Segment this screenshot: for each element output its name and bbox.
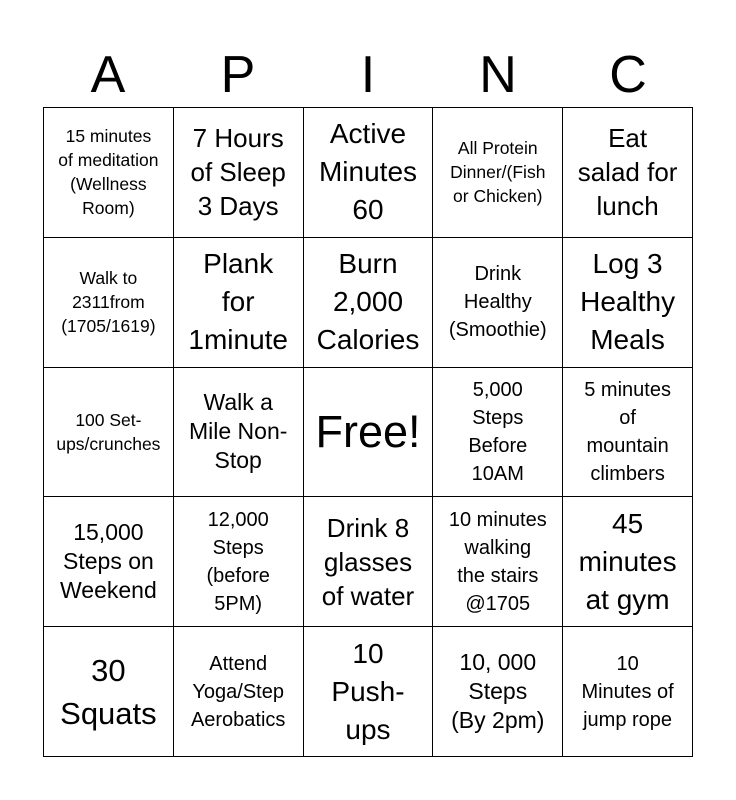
cell-text: Drink Healthy (Smoothie): [448, 263, 547, 342]
cell-text: 100 Set- ups/crunches: [56, 409, 161, 454]
header-letter-n: N: [479, 46, 517, 104]
bingo-cell-r3c4[interactable]: [433, 368, 563, 498]
cell-text: Log 3 Healthy Meals: [580, 248, 676, 356]
bingo-cell-r1c1[interactable]: [44, 108, 174, 238]
bingo-cell-r1c4[interactable]: [433, 108, 563, 238]
bingo-cell-r3c3[interactable]: [304, 368, 434, 498]
bingo-cell-r4c4[interactable]: [433, 497, 563, 627]
cell-text: 12,000 Steps (before 5PM): [206, 508, 270, 615]
bingo-cell-r5c5[interactable]: [563, 627, 693, 757]
bingo-cell-r2c3[interactable]: [304, 238, 434, 368]
cell-text: 15 minutes of meditation (Wellness Room): [58, 126, 159, 219]
cell-text: Walk a Mile Non- Stop: [188, 389, 288, 474]
bingo-cell-r3c2[interactable]: [174, 368, 304, 498]
cell-text: 30 Squats: [60, 652, 157, 731]
bingo-cell-r3c1[interactable]: [44, 368, 174, 498]
bingo-cell-r1c3[interactable]: [304, 108, 434, 238]
bingo-cell-r5c4[interactable]: [433, 627, 563, 757]
cell-text: 45 minutes at gym: [578, 507, 677, 615]
cell-text: 5 minutes of mountain climbers: [584, 378, 671, 485]
header-letter-c: C: [609, 46, 647, 104]
bingo-cell-r4c1[interactable]: [44, 497, 174, 627]
cell-text: 10 minutes walking the stairs @1705: [448, 508, 547, 615]
bingo-cell-r1c5[interactable]: [563, 108, 693, 238]
header-letter-p: P: [220, 46, 256, 104]
cell-text: Eat salad for lunch: [577, 123, 678, 222]
bingo-cell-r5c3[interactable]: [304, 627, 434, 757]
cell-text: 10, 000 Steps (By 2pm): [451, 649, 545, 734]
bingo-cell-r2c4[interactable]: [433, 238, 563, 368]
bingo-cell-r2c2[interactable]: [174, 238, 304, 368]
header-letter-a: A: [90, 46, 126, 104]
header-letter-i: I: [360, 46, 376, 104]
bingo-cell-r2c5[interactable]: [563, 238, 693, 368]
cell-text: 5,000 Steps Before 10AM: [468, 378, 528, 485]
cell-text: 7 Hours of Sleep 3 Days: [190, 123, 286, 222]
cell-text: Plank for 1minute: [188, 248, 288, 356]
cell-text: Walk to 2311from (1705/1619): [61, 268, 156, 337]
free-space: Free!: [315, 405, 421, 457]
bingo-cell-r5c2[interactable]: [174, 627, 304, 757]
bingo-cell-r3c5[interactable]: [563, 368, 693, 498]
cell-text: Active Minutes 60: [318, 118, 418, 226]
cell-text: All Protein Dinner/(Fish or Chicken): [450, 138, 546, 207]
bingo-cell-r1c2[interactable]: [174, 108, 304, 238]
cell-text: Burn 2,000 Calories: [316, 248, 420, 356]
cell-text: 10 Minutes of jump rope: [581, 652, 674, 731]
bingo-header: [43, 44, 693, 106]
cell-text: 10 Push- ups: [331, 637, 405, 745]
bingo-cell-r4c3[interactable]: [304, 497, 434, 627]
bingo-cell-r5c1[interactable]: [44, 627, 174, 757]
bingo-cell-r2c1[interactable]: [44, 238, 174, 368]
bingo-cell-r4c2[interactable]: [174, 497, 304, 627]
bingo-cell-r4c5[interactable]: [563, 497, 693, 627]
bingo-board: [43, 107, 693, 757]
cell-text: 15,000 Steps on Weekend: [60, 519, 157, 604]
cell-text: Attend Yoga/Step Aerobatics: [190, 652, 286, 731]
cell-text: Drink 8 glasses of water: [321, 512, 415, 611]
